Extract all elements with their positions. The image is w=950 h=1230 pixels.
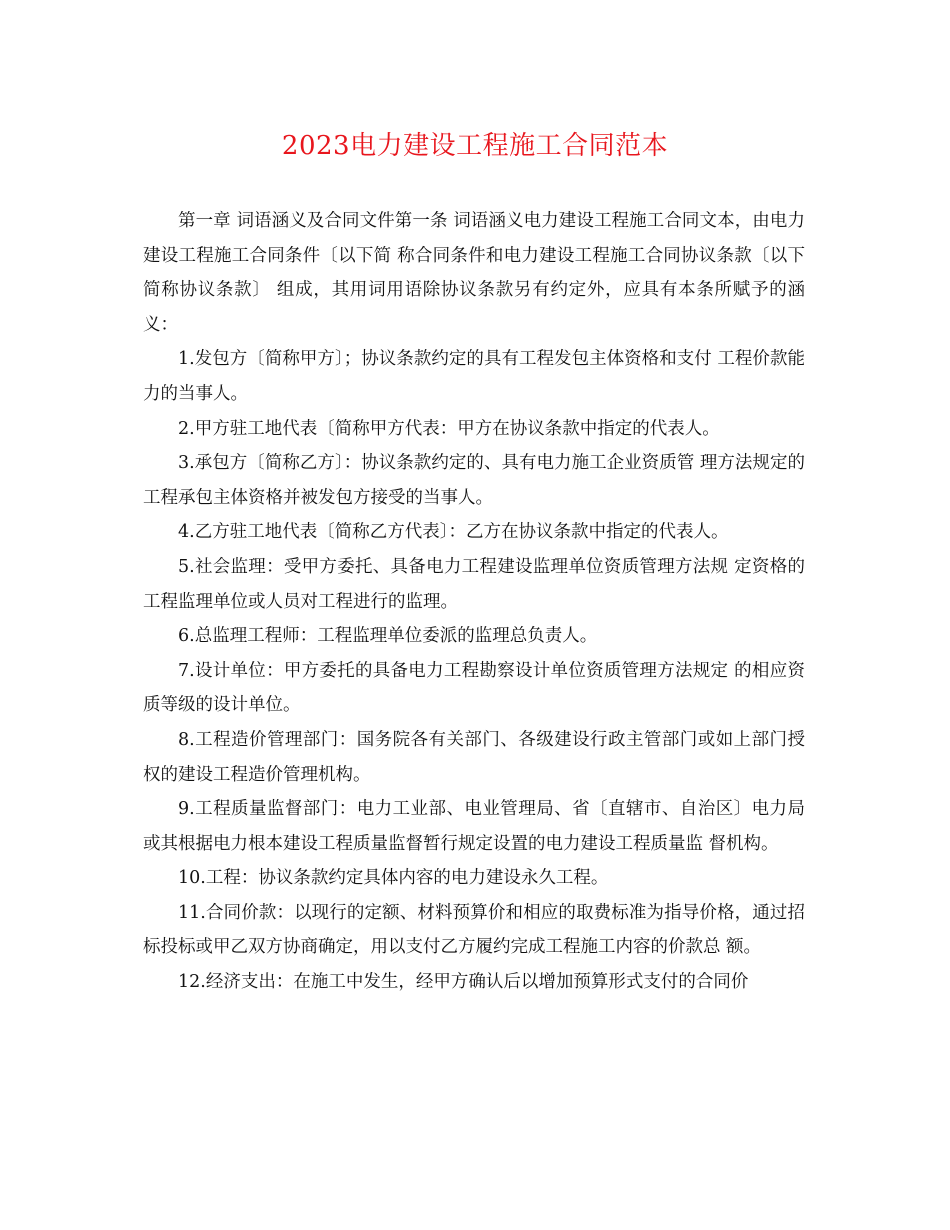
paragraph-item-9: 9.工程质量监督部门：电力工业部、电业管理局、省〔直辖市、自治区〕电力局或其根据电力根本建设工程质量监督暂行规定设置的电力建设工程质量监 督机构。 — [143, 799, 805, 854]
paragraph-item-4: 4.乙方驻工地代表〔简称乙方代表〕：乙方在协议条款中指定的代表人。 — [178, 522, 729, 543]
document-body — [143, 204, 805, 1000]
document-title: 2023电力建设工程施工合同范本 — [281, 131, 669, 161]
paragraph-item-1: 1.发包方〔简称甲方〕；协议条款约定的具有工程发包主体资格和支付 工程价款能力的当事人。 — [143, 349, 805, 404]
paragraph-item-5: 5.社会监理：受甲方委托、具备电力工程建设监理单位资质管理方法规 定资格的工程监理单位或人员对工程进行的监理。 — [143, 556, 805, 612]
paragraph-item-3: 3.承包方〔简称乙方〕：协议条款约定的、具有电力施工企业资质管 理方法规定的工程承包主体资格并被发包方接受的当事人。 — [143, 453, 805, 508]
paragraph-item-10: 10.工程：协议条款约定具体内容的电力建设永久工程。 — [178, 868, 609, 889]
paragraph-item-6: 6.总监理工程师：工程监理单位委派的监理总负责人。 — [178, 626, 598, 647]
paragraph-chapter-intro: 第一章 词语涵义及合同文件第一条 词语涵义电力建设工程施工合同文本，由电力建设工程施工合同条件〔以下简 称合同条件和电力建设工程施工合同协议条款〔以下简称协议条款〕 组成，其用词用语除协议条款另有约定外，应具有本条所赋予的涵义： — [143, 211, 805, 335]
paragraph-item-7: 7.设计单位：甲方委托的具备电力工程勘察设计单位资质管理方法规定 的相应资质等级的设计单位。 — [143, 660, 805, 716]
paragraph-item-2: 2.甲方驻工地代表〔简称甲方代表：甲方在协议条款中指定的代表人。 — [178, 418, 720, 439]
paragraph-item-12: 12.经济支出：在施工中发生，经甲方确认后以增加预算形式支付的合同价 — [178, 972, 749, 993]
paragraph-item-11: 11.合同价款：以现行的定额、材料预算价和相应的取费标准为指导价格，通过招标投标或甲乙双方协商确定，用以支付乙方履约完成工程施工内容的价款总 额。 — [143, 902, 805, 958]
paragraph-item-8: 8.工程造价管理部门：国务院各有关部门、各级建设行政主管部门或如上部门授权的建设工程造价管理机构。 — [143, 729, 805, 785]
